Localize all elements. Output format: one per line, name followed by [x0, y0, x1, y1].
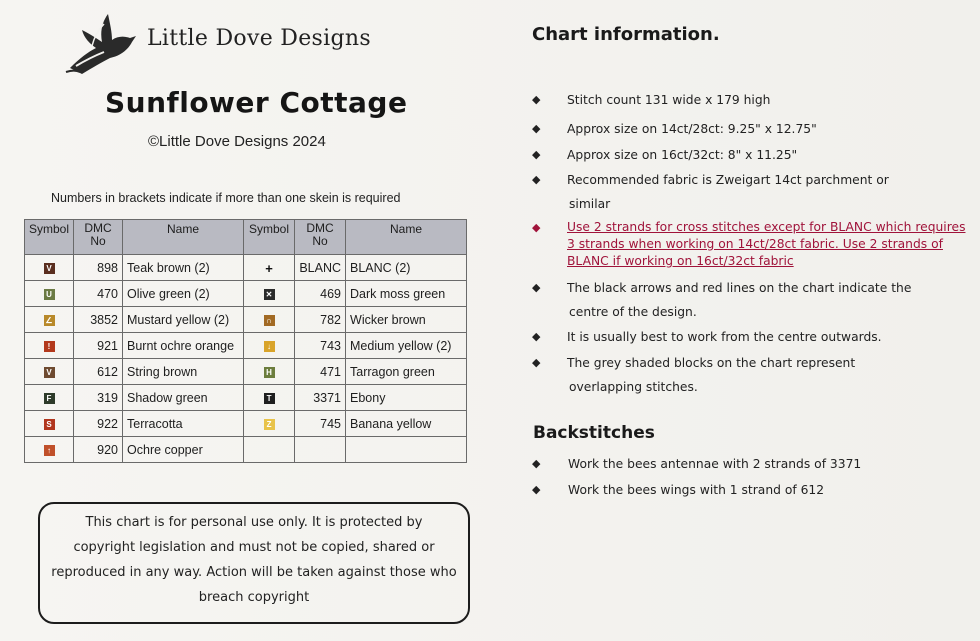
dmc-number: 3371 [313, 390, 342, 405]
stitch-symbol-icon: T [264, 393, 275, 404]
diamond-bullet-icon: ◆ [532, 123, 541, 135]
header-name-2: Name [346, 220, 467, 255]
disclaimer-line: reproduced in any way. Action will be taken against those who [51, 565, 457, 580]
stitch-symbol-icon: + [265, 260, 273, 276]
chart-info-item [567, 325, 967, 349]
thread-name: Terracotta [127, 416, 183, 431]
backstitch-item: Work the bees wings with 1 strand of 612 [568, 483, 825, 497]
copyright-line: ©Little Dove Designs 2024 [148, 133, 326, 150]
header-name: Name [123, 220, 244, 255]
stitch-symbol-icon: Z [264, 419, 275, 430]
name-cell [123, 385, 244, 411]
dmc-cell [74, 255, 123, 281]
symbol-cell [25, 437, 74, 463]
table-row [25, 437, 467, 463]
symbol-cell [244, 385, 295, 411]
name-cell [346, 307, 467, 333]
chart-info-item [567, 351, 967, 399]
header-dmc-label: DMC No [84, 221, 112, 248]
dmc-cell [295, 255, 346, 281]
thread-name: Burnt ochre orange [127, 338, 235, 353]
dmc-cell [295, 281, 346, 307]
dmc-cell [295, 411, 346, 437]
header-dmc-2-label: DMC No [306, 221, 334, 248]
dmc-cell [74, 385, 123, 411]
stitch-symbol-icon: F [44, 393, 55, 404]
header-dmc [74, 220, 123, 255]
name-cell [346, 333, 467, 359]
symbol-cell [25, 333, 74, 359]
dmc-cell [74, 281, 123, 307]
name-cell [346, 359, 467, 385]
table-row [25, 411, 467, 437]
symbol-cell [244, 359, 295, 385]
name-cell [123, 437, 244, 463]
thread-name: Banana yellow [350, 416, 432, 431]
symbol-cell [244, 411, 295, 437]
stitch-symbol-icon: U [44, 289, 55, 300]
stitch-symbol-icon: H [264, 367, 275, 378]
thread-name: Shadow green [127, 390, 208, 405]
dmc-cell [295, 437, 346, 463]
chart-info-item [567, 219, 972, 270]
thread-name: String brown [127, 364, 198, 379]
symbol-cell [244, 307, 295, 333]
dmc-number: 921 [97, 338, 119, 353]
name-cell [123, 333, 244, 359]
diamond-bullet-icon: ◆ [532, 357, 541, 369]
chart-information-heading: Chart information. [532, 24, 720, 45]
chart-info-line: Use 2 strands for cross stitches except for BLANC which requires [567, 220, 966, 234]
diamond-bullet-icon: ◆ [532, 282, 541, 294]
stitch-symbol-icon: S [44, 419, 55, 430]
diamond-bullet-icon: ◆ [532, 331, 541, 343]
header-symbol: Symbol [25, 220, 74, 255]
dmc-number: 920 [97, 442, 119, 457]
dmc-number: 743 [320, 338, 342, 353]
thread-name: Wicker brown [350, 312, 426, 327]
thread-name: Mustard yellow (2) [127, 312, 230, 327]
disclaimer-line: copyright legislation and must not be copied, shared or [73, 540, 435, 555]
dmc-number: 470 [97, 286, 119, 301]
symbol-cell [25, 411, 74, 437]
dmc-cell [295, 359, 346, 385]
dmc-number: 469 [320, 286, 342, 301]
diamond-bullet-icon: ◆ [532, 174, 541, 186]
dmc-cell [295, 307, 346, 333]
chart-info-item [567, 168, 967, 216]
diamond-bullet-icon: ◆ [532, 222, 541, 234]
dmc-number: 3852 [90, 312, 119, 327]
right-column [520, 0, 975, 641]
thread-name: Dark moss green [350, 286, 446, 301]
name-cell [346, 411, 467, 437]
thread-name: Teak brown (2) [127, 260, 210, 275]
stitch-symbol-icon: ↓ [264, 341, 275, 352]
diamond-bullet-icon: ◆ [532, 94, 541, 106]
chart-info-line: centre of the design. [569, 305, 697, 319]
chart-info-line: overlapping stitches. [569, 380, 698, 394]
dove-icon [62, 8, 142, 82]
diamond-bullet-icon: ◆ [532, 458, 541, 470]
chart-info-item [567, 88, 967, 112]
dmc-cell [74, 359, 123, 385]
dmc-number: 745 [320, 416, 342, 431]
chart-info-line: Recommended fabric is Zweigart 14ct parchment or [567, 173, 889, 187]
header-symbol-2: Symbol [244, 220, 295, 255]
chart-info-item [567, 143, 967, 167]
chart-info-line: Approx size on 16ct/32ct: 8" x 11.25" [567, 148, 798, 162]
table-row [25, 255, 467, 281]
stitch-symbol-icon: ∠ [45, 315, 53, 325]
table-header-row [25, 220, 467, 255]
skein-note: Numbers in brackets indicate if more than one skein is required [51, 191, 401, 205]
dmc-number: 471 [320, 364, 342, 379]
chart-info-line: It is usually best to work from the centre outwards. [567, 330, 882, 344]
dmc-number: BLANC [299, 260, 342, 275]
dmc-number: 612 [97, 364, 119, 379]
symbol-cell [25, 255, 74, 281]
chart-info-item [567, 276, 967, 324]
name-cell [123, 281, 244, 307]
name-cell [346, 281, 467, 307]
diamond-bullet-icon: ◆ [532, 149, 541, 161]
table-row [25, 281, 467, 307]
dmc-cell [295, 333, 346, 359]
pattern-title: Sunflower Cottage [105, 86, 408, 119]
dmc-cell [74, 437, 123, 463]
thread-name: Olive green (2) [127, 286, 210, 301]
name-cell [346, 437, 467, 463]
chart-info-line: Stitch count 131 wide x 179 high [567, 93, 771, 107]
symbol-cell [244, 255, 295, 281]
dmc-number: 319 [97, 390, 119, 405]
backstitches-heading: Backstitches [533, 423, 655, 443]
name-cell [346, 255, 467, 281]
thread-name: Tarragon green [350, 364, 435, 379]
thread-name: Medium yellow (2) [350, 338, 452, 353]
copyright-disclaimer-box [38, 502, 470, 624]
dmc-cell [295, 385, 346, 411]
brand-name: Little Dove Designs [147, 26, 371, 51]
thread-name: BLANC (2) [350, 260, 411, 275]
symbol-cell [25, 385, 74, 411]
table-row [25, 307, 467, 333]
dmc-number: 782 [320, 312, 342, 327]
table-row [25, 333, 467, 359]
symbol-cell [244, 333, 295, 359]
name-cell [346, 385, 467, 411]
thread-name: Ebony [350, 390, 386, 405]
disclaimer-line: breach copyright [198, 590, 310, 605]
stitch-symbol-icon: ↑ [44, 445, 55, 456]
stitch-symbol-icon: ! [44, 341, 55, 352]
symbol-cell [244, 437, 295, 463]
name-cell [123, 359, 244, 385]
chart-info-line: similar [569, 197, 611, 211]
name-cell [123, 255, 244, 281]
stitch-symbol-icon: ∩ [264, 315, 275, 326]
disclaimer-line: This chart is for personal use only. It is protected by [85, 515, 423, 530]
header-dmc-2 [295, 220, 346, 255]
symbol-cell [25, 307, 74, 333]
stitch-symbol-icon: V [44, 367, 55, 378]
chart-info-line: The grey shaded blocks on the chart represent [567, 356, 856, 370]
symbol-cell [244, 281, 295, 307]
dmc-cell [74, 333, 123, 359]
dmc-number: 922 [97, 416, 119, 431]
chart-info-item [567, 117, 967, 141]
symbol-cell [25, 359, 74, 385]
name-cell [123, 411, 244, 437]
table-row [25, 359, 467, 385]
stitch-symbol-icon: V [44, 263, 55, 274]
chart-info-line: Approx size on 14ct/28ct: 9.25" x 12.75" [567, 122, 817, 136]
dmc-number: 898 [97, 260, 119, 275]
name-cell [123, 307, 244, 333]
thread-key-table [24, 219, 467, 463]
chart-info-line: The black arrows and red lines on the chart indicate the [567, 281, 912, 295]
thread-name: Ochre copper [127, 442, 203, 457]
diamond-bullet-icon: ◆ [532, 484, 541, 496]
stitch-symbol-icon: ✕ [264, 289, 275, 300]
table-row [25, 385, 467, 411]
dmc-cell [74, 411, 123, 437]
symbol-cell [25, 281, 74, 307]
chart-info-line: BLANC if working on 16ct/32ct fabric [567, 254, 794, 268]
chart-info-line: 3 strands when working on 14ct/28ct fabric. Use 2 strands of [567, 237, 943, 251]
dmc-cell [74, 307, 123, 333]
backstitch-item: Work the bees antennae with 2 strands of 3371 [568, 457, 862, 471]
